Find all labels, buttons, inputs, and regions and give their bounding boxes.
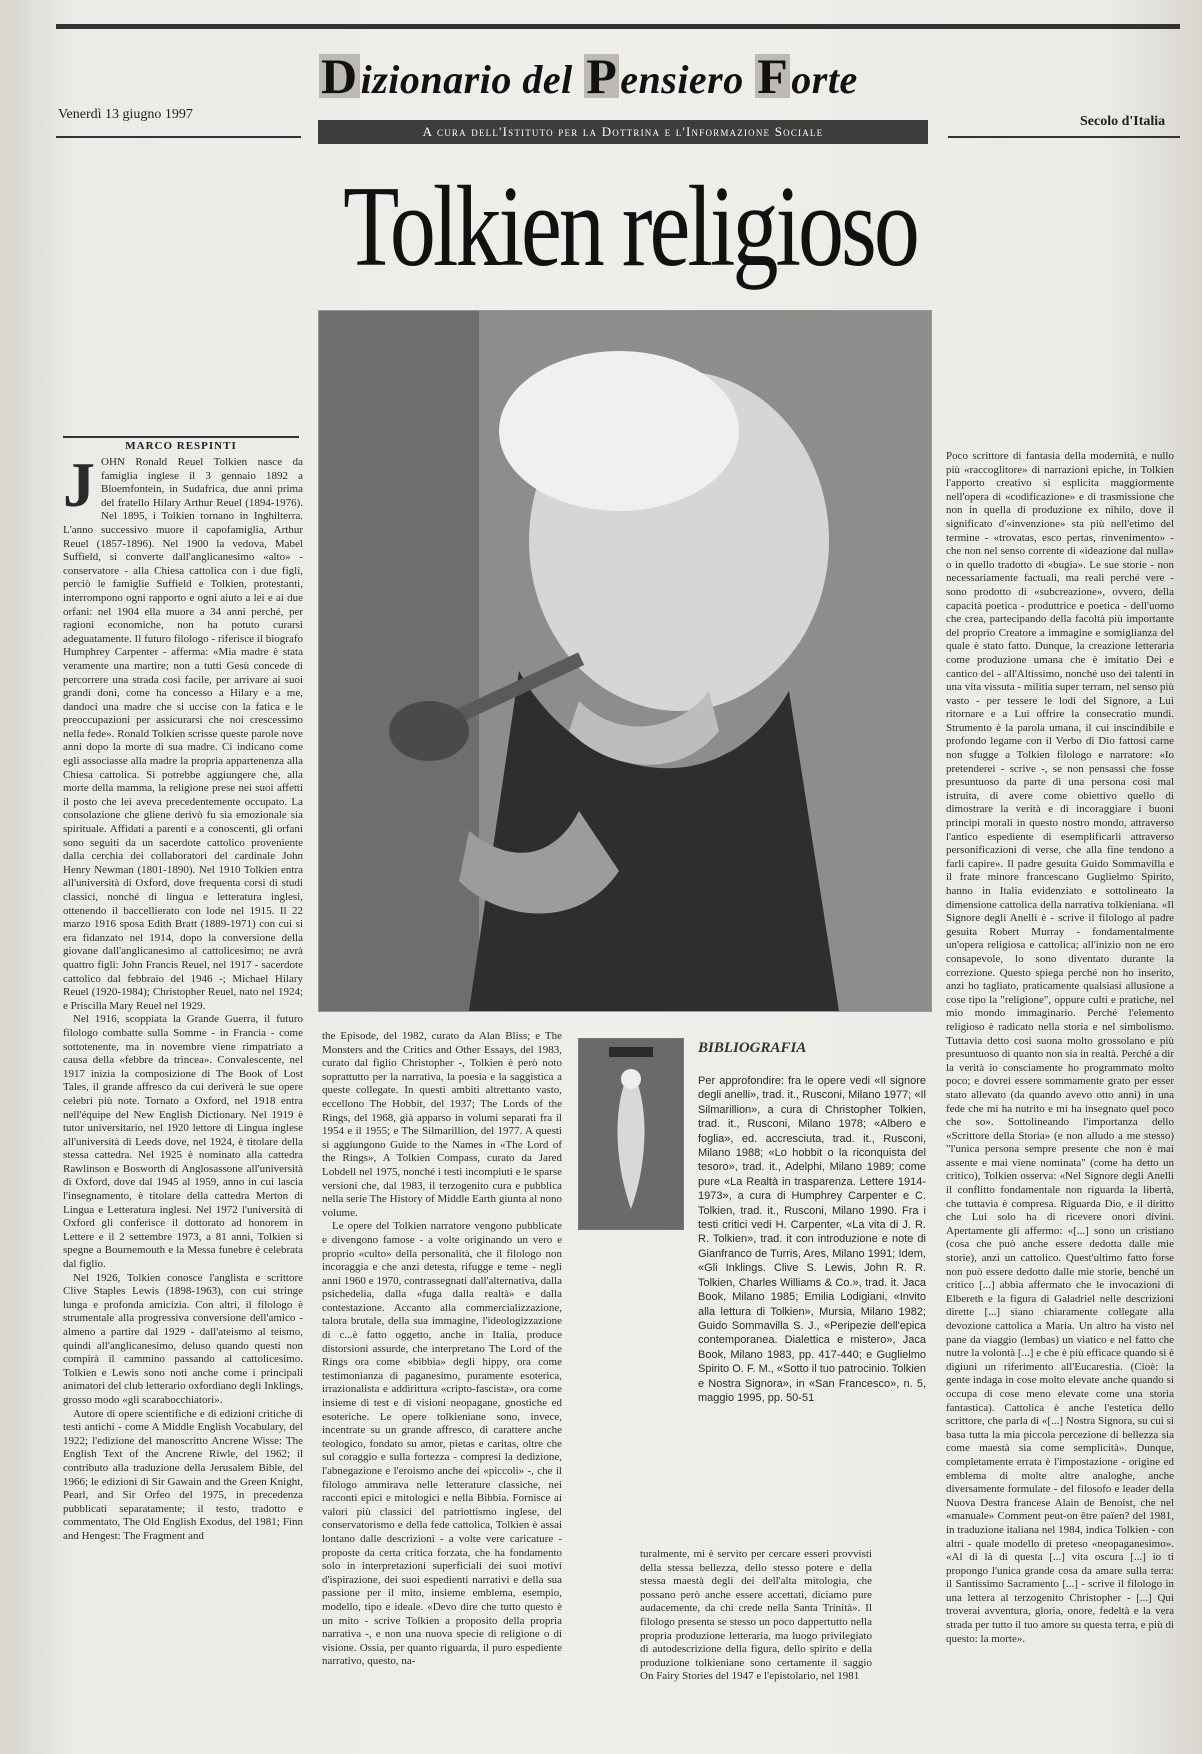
series-word-1: izionario del — [360, 57, 584, 102]
article-column-2 — [322, 1030, 562, 1742]
masthead-right-rule — [948, 136, 1180, 138]
newspaper-name: Secolo d'Italia — [1080, 114, 1166, 129]
article-column-1 — [63, 456, 303, 1682]
article-paragraph-1: OHN Ronald Reuel Tolkien nasce da famiglia inglese il 3 gennaio 1892 a Bloemfontein, in Sudafrica, due anni prima del fratello Hilary Arthur Reuel (1894-1976). Nel 1895, i Tolkien tornano in Inghilterra. L'anno successivo muore il capofamiglia, Arthur Reuel (1857-1896). Nel 1900 la vedova, Mabel Suffield, si converte dall'anglicanesimo «alto» - conservatore - alla Chiesa cattolica con i due figli, perciò le famiglie Suffield e Tolkien, protestanti, interrompono ogni rapporto e ogni aiuto a lei e ai due orfani: nel 1904 ella muore a 34 anni perché, per ragioni economiche, non ha potuto curarsi adeguatamente. Il futuro filologo - riferisce il biografo Humphrey Carpenter - afferma: «Mia madre è stata veramente una martire; non a tutti Gesù concede di percorrere una strada così facile, per arrivare ai suoi grandi doni, come ha concesso a Hilary e a me, dandoci una madre che si uccise con la fatica e le preoccupazioni per assicurarsi che noi crescessimo nella fede». Ronald Tolkien scrisse queste parole nove anni dopo la morte di sua madre. Ci indicano come egli associasse alla madre la propria appartenenza alla Chiesa cattolica. Si potrebbe aggiungere che, alla morte della mamma, la religione prese nei suoi affetti il posto che lei aveva precedentemente occupato. La consolazione che gliene derivò fu sia emozionale sia spirituale. Affidati a parenti e a conoscenti, gli orfani sono seguiti da un sacerdote cattolico proveniente dalla cerchia dei collaboratori del cardinale John Henry Newman (1801-1890). Nel 1910 Tolkien entra all'università di Oxford, dove frequenta corsi di studi classici, nonché di lingua e letteratura inglesi, ottenendo il baccellierato con lode nel 1915. Il 22 marzo 1916 sposa Edith Bratt (1889-1971) con cui si era fidanzato nel 1914, dopo la conversione della giovane dall'anglicanesimo al cattolicesimo; ne avrà quattro figli: John Francis Reuel, nel 1917 - sacerdote cattolico dal febbraio del 1946 -; Michael Hilary Reuel (1920-1984); Christopher Reuel, nato nel 1924; e Priscilla Mary Reuel nel 1929. — [63, 456, 303, 1012]
issue-date: Venerdì 13 giugno 1997 — [58, 107, 193, 122]
series-initial-d: D — [321, 48, 358, 104]
book-cover-image — [578, 1038, 684, 1230]
article-paragraph-7: turalmente, mi è servito per cercare esseri provvisti della stessa bellezza, dello stesso potere e della stessa maestà degli dei dell'alta mitologia, che possano però anche essere accettati, diciamo pure audacemente, da chi crede nella Santa Trinità». Il filologo presenta se stesso un poco dappertutto nella propria produzione letteraria, ma luogo privilegiato di autodescrizione della figura, dello spirito e della produzione tolkieniane sono certamente il saggio On Fairy Stories del 1947 e l'epistolario, nel 1981 — [640, 1548, 872, 1683]
article-paragraph-3: Nel 1926, Tolkien conosce l'anglista e scrittore Clive Staples Lewis (1898-1963), con cui stringe lunga e profonda amicizia. Con altri, il filologo è strumentale alla progressiva conversione dell'amico - almeno a partire dal 1929 - dall'ateismo al teismo, quindi all'anglicanesimo, deluso quando questi non compirà il cammino passando al cattolicesimo. Tolkien e Lewis sono noti anche come i principali animatori del club letterario oxfordiano degli Inklings, grosso modo «gli scarabocchiatori». — [63, 1271, 303, 1406]
headline: Tolkien religioso — [343, 162, 917, 290]
series-initial-p: P — [586, 48, 618, 104]
series-word-3: orte — [791, 57, 858, 102]
article-column-4 — [946, 450, 1174, 1742]
article-paragraph-4: Autore di opere scientifiche e di edizioni critiche di testi antichi - come A Middle English Vocabulary, del 1922; l'edizione del manoscritto Ancrene Wisse: The English Text of the Ancrene Riwle, del 1962; il contributo alla traduzione della Jerusalem Bible, del 1966; le edizioni di Sir Gawain and the Green Knight, Pearl, and Sir Orfeo del 1975, in precedenza pubblicati separatamente; il testo, tradotto e commentato, The Old English Exodus, del 1981; Finn and Hengest: The Fragment and — [63, 1407, 303, 1542]
article-paragraph-2: Nel 1916, scoppiata la Grande Guerra, il futuro filologo combatte sulla Somme - in Francia - come sottotenente, ma in novembre viene rimpatriato a causa della «febbre da trincea». Convalescente, nel 1917 inizia la composizione di The Book of Lost Tales, il grande affresco da cui deriverà le sue opere celebri più note. Tornato a Oxford, nel 1918 entra nell'équipe del New English Dictionary. Nel 1919 è tutor universitario, nel 1920 lettore di Lingua inglese all'università di Leeds dove, nel 1924, è titolare della stessa cattedra. Nel 1925 è nominato alla cattedra Rawlinson e Bosworth di Anglosassone all'università di Oxford, dove dal 1945 al 1959, anno in cui lascia l'insegnamento, è titolare della cattedra Merton di Lingua e Letteratura inglesi. Nel 1972 l'università di Oxford gli conferisce il dottorato ad honorem in Lettere e il 2 settembre 1973, a 81 anni, Tolkien si spegne a Bournemouth e la Messa funebre è celebrata dal figlio. — [63, 1013, 303, 1271]
bibliography-heading: BIBLIOGRAFIA — [698, 1040, 807, 1056]
series-word-2: ensiero — [620, 57, 755, 102]
top-rule — [56, 24, 1180, 29]
masthead-left-rule — [56, 136, 301, 138]
article-paragraph-8: Poco scrittore di fantasia della modernità, e nullo più «raccoglitore» di narrazioni epiche, in Tolkien l'apporto creativo si esplicita maggiormente nell'opera di «codificazione» e di trasmissione che non in quella di produzione ex nihilo, dove il significato d'«invenzione» sta più nell'etimo del termine - «trovatas, esco pertas, rinvenimento» - che non nel senso corrente di «ideazione dal nulla» o in quello tradotto di «bugia». Le sue storie - non necessariamente factuali, ma reali perché vere - sono prodotto di «subcreazione», ovvero, della capacità poetica - produttrice e poetica - dell'uomo che crea, partecipando della facoltà più importante del proprio Creatore a immagine e somiglianza del quale è stato fatto. Dunque, la creazione letteraria come produzione umana che è imitatio Dei e cantico del - all'Altissimo, nonché uso dei talenti in una vita vissuta - militia super terram, nel senso più vasto - per tessere le lodi del Signore, a Lui ritornare e a Lui offrire la consecratio mundi. Strumento è la parola umana, il cui inscindibile e profondo legame con il Verbo di Dio fattosi carne non sfugge a Tolkien filologo e narratore: «Io pretenderei - scrive -, se non pensassi che fosse presuntuoso da parte di una persona così mal istruita, di avere come obiettivo quello di dimostrare la verità e di incoraggiare i buoni principi morali in questo nostro mondo, attraverso l'antico espediente di esemplificarli attraverso personificazioni di verse, che alla fine tendono a farli capire». Il padre gesuita Guido Sommavilla e il frate minore francescano Guglielmo Spirito, hanno in Italia evidenziato e sottolineato la dimensione cattolica della narrativa tolkieniana. «Il Signore degli Anelli è - scrive il filologo al padre gesuita Robert Murray - fondamentalmente un'opera religiosa e cattolica; all'inizio non ne ero consapevole, lo sono diventato durante la correzione. Questo spiega perché non ho inserito, anzi ho tagliato, praticamente qualsiasi allusione a cose tipo la "religione", oppure culti e pratiche, nel mio mondo immaginario. Perché l'elemento religioso è radicato nella storia e nel simbolismo. Tuttavia detto così suona molto grossolano e più presuntuoso di quanto non sia in realtà. Perché a dir la verità io consciamente ho programmato molto poco; e dovrei essere sommamente grato per esser stato allevato (da quando avevo otto anni) in una fede che mi ha nutrito e mi ha insegnato quel poco che so». Sottolineando l'importanza dello «Scrittore della Storia» (e non alludo a me stesso) "l'unica persona sempre presente che non è mai assente e mai viene nominata" (come ha detto un critico), Tolkien osserva: «Nel Signore degli Anelli il conflitto fondamentale non riguarda la libertà, che tuttavia è compresa. Riguarda Dio, e il diritto che Lui solo ha di ricevere onori divini. Apertamente gli affermo: «[...] sono un cristiano (cosa che può anche essere dedotta dalle mie storie), anzi un cattolico. Quest'ultimo fatto forse non può essere dedotto dalle mie storie, benché un critico [...] abbia affermato che le invocazioni di Elbereth e la figura di Galadriel nelle descrizioni dirette [...] siano chiaramente collegate alla devozione cattolica a Maria. Un altro ha visto nel pane da viaggio (lembas) un viatico e nel fatto che nutre la volontà [...] e che è più efficace quando si è digiuni un riferimento all'Eucarestia. (Cioè: la gente indaga in cose molto elevate anche quando si occupa di cose meno elevate come una storia fantastica). Cattolica è anche l'estetica dello scrittore, che parla di «[...] Nostra Signora, su cui si basa tutta la mia piccola percezione di bellezza sia come maestà sia come semplicità». Dunque, completamente errata è l'impostazione - origine ed emblema di molte altre analoghe, anche diversamente formulate - del filosofo e leader della Nuova Destra francese Alain de Benoist, che nel «manuale» Comment peut-on être païen? del 1981, in traduzione italiana nel 1984, indica Tolkien - con altri - quale modello di preteso «neopaganesimo». «Al di là di questa [...] vita oscura [...] io ti propongo l'unica grande cosa da amare sulla terra: il Santissimo Sacramento [...] - scrive il filologo in una lettera al terzogenito Christopher - [...] Qui troverai avventura, gloria, onore, fedeltà e la vera strada per tutto il tuo amore su questa terra, e più di questo: la morte». — [946, 450, 1174, 1645]
tolkien-portrait-photo — [318, 310, 932, 1012]
article-column-3 — [640, 1548, 872, 1744]
series-title — [318, 48, 928, 116]
portrait-illustration — [319, 311, 931, 1011]
article-paragraph-5: the Episode, del 1982, curato da Alan Bliss; e The Monsters and the Critics and Other Essays, del 1983, curato dal figlio Christopher -, Tolkien è però noto soprattutto per la narrativa, la poesia e la saggistica a queste collegate. In questi ambiti altrettanto vasto, eccellono The Hobbit, del 1937; The Lords of the Rings, del 1968, già apparso in volumi separati fra il 1954 e il 1955; e The Silmarillion, del 1977. A questi si aggiungono Guide to the Names in «The Lord of the Rings», A Tolkien Compass, curato da Jared Lobdell nel 1975, nonché i testi incompiuti e le sparse versioni che, dal 1983, il terzogenito cura e pubblica nella serie The History of Middle Earth giunta al nono volume. — [322, 1030, 562, 1219]
book-cover-illustration — [579, 1039, 683, 1229]
series-subtitle: A cura dell'Istituto per la Dottrina e l'Informazione Sociale — [318, 120, 928, 144]
dropcap: J — [63, 456, 95, 520]
byline: MARCO RESPINTI — [63, 436, 299, 452]
series-initial-f: F — [757, 48, 789, 104]
article-paragraph-6: Le opere del Tolkien narratore vengono pubblicate e divengono famose - a volte originando un vero e proprio «culto» della personalità, che il filologo non incoraggia e che anzi detesta, rifugge e teme - negli anni 1960 e 1970, contrassegnati dall'alternativa, dalla psichedelia, dalla «fuga dalla realtà» e dalla contestazione. Accanto alla commercializzazione, talora brutale, della sua immagine, l'ideologizzazione di c...è fatto oggetto, anche in Italia, produce distorsioni assurde, che interpretano The Lord of the Rings ora come «bibbia» degli hippy, ora come testimonianza di paganesimo, puramente esoterica, irrazionalista e addirittura «cripto-fascista», ora come insieme di test e di visioni neopagane, gnostiche ed esoteriche. Le opere tolkieniane sono, invece, incentrate su un grande affresco, di carattere anche teologico, fondato su amor, pietas e caritas, oltre che sul coraggio e sulla fortezza - compresi la dedizione, l'abnegazione e l'eroismo anche dei «piccoli» -, che il filologo ammirava nelle letterature classiche, nei racconti epici e mitologici e nella Bibbia. Fornisce ai valori più classici del patriottismo inglese, del conservatorismo e della fede cattolica, Tolkien è assai lontano dalle descrizioni - a volte vere caricature - proposte da certa critica forzata, che ha fondamento solo in interpretazioni superficiali dei suoi motivi d'ispirazione, dei suoi espedienti narrativi e della sua passione per il mito, insieme emblema, esempio, modello, tipo e ideale. «Devo dire che tutto questo è un mito - scrive Tolkien a proposito della propria narrativa -, e non una nuova specie di religione o di visione. Ossia, per quanto riguarda, il puro espediente narrativo, questo, na- — [322, 1220, 562, 1668]
bibliography-text: Per approfondire: fra le opere vedi «Il signore degli anelli», trad. it., Rusconi, Milano 1977; «Il Silmarillion», a cura di Christopher Tolkien, trad. it., Rusconi, Milano 1978; «Albero e foglia», ed. accresciuta, trad. it., Rusconi, Milano 1988; «Lo hobbit o la riconquista del tesoro», trad. it., Adelphi, Milano 1989; come pure «La Realtà in trasparenza. Lettere 1914-1973», a cura di Humphrey Carpenter e C. Tolkien, trad. it., Rusconi, Milano 1990. Fra i testi critici vedi H. Carpenter, «La vita di J. R. R. Tolkien», trad. it con introduzione e note di Gianfranco de Turris, Ares, Milano 1991; Idem, «Gli Inklings. Clive S. Lewis, John R. R. Tolkien, Charles Williams & Co.», trad. it. Jaca Book, Milano 1985; Emilia Lodigiani, «Invito alla lettura di Tolkien», Mursia, Milano 1982; Guido Sommavilla S. J., «Peripezie dell'epica contemporanea. Dialettica e mistero», Jaca Book, Milano 1983, pp. 417-440; e Guglielmo Spirito O. F. M., «Sotto il tuo patrocinio. Tolkien e Nostra Signora», in «San Francesco», n. 5, maggio 1995, pp. 50-51 — [698, 1075, 926, 1404]
